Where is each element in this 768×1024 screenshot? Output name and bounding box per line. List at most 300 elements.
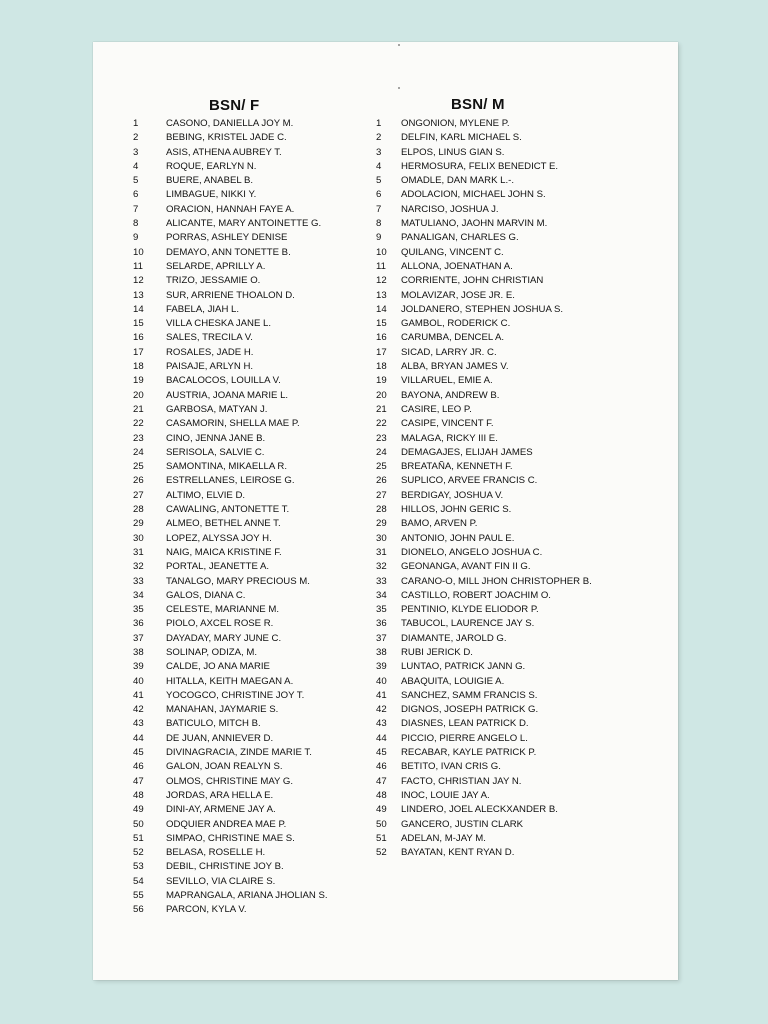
student-name: ROQUE, EARLYN N. xyxy=(166,160,257,172)
student-name: RECABAR, KAYLE PATRICK P. xyxy=(401,747,537,759)
student-name: DIONELO, ANGELO JOSHUA C. xyxy=(401,546,543,558)
student-row xyxy=(376,289,592,303)
student-number: 7 xyxy=(133,203,139,215)
student-row xyxy=(133,274,328,288)
student-row xyxy=(376,160,592,174)
student-name: ALBA, BRYAN JAMES V. xyxy=(401,361,509,373)
student-number: 16 xyxy=(376,332,387,344)
student-name: CASTILLO, ROBERT JOACHIM O. xyxy=(401,589,551,601)
student-number: 13 xyxy=(133,289,144,301)
student-number: 45 xyxy=(376,747,387,759)
student-row xyxy=(376,560,592,574)
student-name: ASIS, ATHENA AUBREY T. xyxy=(166,146,282,158)
student-name: MAPRANGALA, ARIANA JHOLIAN S. xyxy=(166,890,328,902)
student-name: VILLARUEL, EMIE A. xyxy=(401,375,493,387)
student-number: 17 xyxy=(376,346,387,358)
student-name: PICCIO, PIERRE ANGELO L. xyxy=(401,732,528,744)
student-number: 19 xyxy=(133,375,144,387)
student-number: 11 xyxy=(133,260,143,272)
student-name: HERMOSURA, FELIX BENEDICT E. xyxy=(401,160,559,172)
student-row xyxy=(133,789,328,803)
student-name: AUSTRIA, JOANA MARIE L. xyxy=(166,389,289,401)
student-number: 32 xyxy=(133,561,144,573)
student-row xyxy=(133,803,328,817)
student-row xyxy=(133,560,328,574)
student-name: PORTAL, JEANETTE A. xyxy=(166,561,270,573)
student-number: 32 xyxy=(376,561,387,573)
student-name: ABAQUITA, LOUIGIE A. xyxy=(401,675,505,687)
student-row xyxy=(376,517,592,531)
student-name: BAMO, ARVEN P. xyxy=(401,518,478,530)
student-name: BETITO, IVAN CRIS G. xyxy=(401,761,501,773)
student-row xyxy=(376,260,592,274)
student-row xyxy=(376,717,592,731)
student-name: LOPEZ, ALYSSA JOY H. xyxy=(166,532,272,544)
student-row xyxy=(133,575,328,589)
student-row xyxy=(133,832,328,846)
student-name: OLMOS, CHRISTINE MAY G. xyxy=(166,775,294,787)
student-row xyxy=(133,775,328,789)
student-row xyxy=(376,603,592,617)
student-name: NARCISO, JOSHUA J. xyxy=(401,203,499,215)
student-number: 20 xyxy=(133,389,144,401)
student-number: 2 xyxy=(133,132,139,144)
student-name: ODQUIER ANDREA MAE P. xyxy=(166,818,287,830)
student-number: 4 xyxy=(376,160,382,172)
student-number: 41 xyxy=(376,689,387,701)
student-name: DINI-AY, ARMENE JAY A. xyxy=(166,804,276,816)
student-number: 47 xyxy=(133,775,144,787)
student-name: DIAMANTE, JAROLD G. xyxy=(401,632,507,644)
student-row xyxy=(376,446,592,460)
student-row xyxy=(133,489,328,503)
student-row xyxy=(376,803,592,817)
student-row xyxy=(376,489,592,503)
student-number: 31 xyxy=(133,546,144,558)
student-row xyxy=(376,646,592,660)
student-number: 24 xyxy=(133,446,144,458)
student-name: SEVILLO, VIA CLAIRE S. xyxy=(166,875,276,887)
student-name: MATULIANO, JAOHN MARVIN M. xyxy=(401,218,548,230)
student-number: 39 xyxy=(133,661,144,673)
student-row xyxy=(133,160,328,174)
student-row xyxy=(133,389,328,403)
document-page xyxy=(93,42,678,980)
student-row xyxy=(133,875,328,889)
student-row xyxy=(133,260,328,274)
student-row xyxy=(133,331,328,345)
student-row xyxy=(376,632,592,646)
student-name: ROSALES, JADE H. xyxy=(166,346,254,358)
student-row xyxy=(133,860,328,874)
student-row xyxy=(376,331,592,345)
student-name: SUR, ARRIENE THOALON D. xyxy=(166,289,295,301)
student-row xyxy=(133,517,328,531)
student-row xyxy=(133,846,328,860)
student-number: 2 xyxy=(376,132,382,144)
student-name: BAYATAN, KENT RYAN D. xyxy=(401,847,515,859)
student-row xyxy=(133,760,328,774)
student-number: 11 xyxy=(376,260,386,272)
student-name: CASIPE, VINCENT F. xyxy=(401,418,494,430)
student-name: ELPOS, LINUS GIAN S. xyxy=(401,146,505,158)
student-row xyxy=(133,732,328,746)
student-name: MALAGA, RICKY III E. xyxy=(401,432,498,444)
student-name: BELASA, ROSELLE H. xyxy=(166,847,266,859)
student-row xyxy=(376,360,592,374)
student-name: CALDE, JO ANA MARIE xyxy=(166,661,270,673)
student-name: DE JUAN, ANNIEVER D. xyxy=(166,732,274,744)
student-name: CASAMORIN, SHELLA MAE P. xyxy=(166,418,300,430)
student-row xyxy=(133,360,328,374)
student-row xyxy=(376,675,592,689)
student-row xyxy=(133,689,328,703)
student-row xyxy=(133,717,328,731)
student-row xyxy=(376,131,592,145)
student-row xyxy=(376,417,592,431)
student-name: LIMBAGUE, NIKKI Y. xyxy=(166,189,257,201)
female-heading: BSN/ F xyxy=(209,97,260,114)
student-number: 12 xyxy=(133,275,144,287)
student-row xyxy=(376,403,592,417)
student-number: 56 xyxy=(133,904,144,916)
student-number: 36 xyxy=(376,618,387,630)
student-number: 3 xyxy=(133,146,139,158)
student-number: 31 xyxy=(376,546,387,558)
student-name: TANALGO, MARY PRECIOUS M. xyxy=(166,575,310,587)
student-number: 48 xyxy=(376,789,387,801)
student-name: GALOS, DIANA C. xyxy=(166,589,246,601)
student-row xyxy=(376,274,592,288)
student-name: DIVINAGRACIA, ZINDE MARIE T. xyxy=(166,747,312,759)
student-number: 46 xyxy=(133,761,144,773)
student-name: CAWALING, ANTONETTE T. xyxy=(166,504,290,516)
student-number: 37 xyxy=(133,632,144,644)
student-number: 4 xyxy=(133,160,139,172)
student-number: 45 xyxy=(133,747,144,759)
student-name: DEMAYO, ANN TONETTE B. xyxy=(166,246,291,258)
student-name: BATICULO, MITCH B. xyxy=(166,718,261,730)
student-number: 1 xyxy=(133,118,139,129)
student-row xyxy=(376,303,592,317)
student-name: LINDERO, JOEL ALECKXANDER B. xyxy=(401,804,558,816)
student-row xyxy=(133,131,328,145)
student-name: ORACION, HANNAH FAYE A. xyxy=(166,203,295,215)
student-row xyxy=(376,346,592,360)
student-name: OMADLE, DAN MARK L.-. xyxy=(401,175,515,187)
student-number: 43 xyxy=(376,718,387,730)
student-name: GANCERO, JUSTIN CLARK xyxy=(401,818,524,830)
student-number: 8 xyxy=(376,218,382,230)
student-number: 53 xyxy=(133,861,144,873)
student-number: 41 xyxy=(133,689,144,701)
student-row xyxy=(133,675,328,689)
student-number: 40 xyxy=(133,675,144,687)
student-row xyxy=(133,417,328,431)
student-name: SIMPAO, CHRISTINE MAE S. xyxy=(166,832,295,844)
student-name: CASONO, DANIELLA JOY M. xyxy=(166,118,294,129)
student-name: ALTIMO, ELVIE D. xyxy=(166,489,246,501)
student-number: 23 xyxy=(133,432,144,444)
student-row xyxy=(133,289,328,303)
student-row xyxy=(133,374,328,388)
student-number: 21 xyxy=(376,403,387,415)
student-number: 48 xyxy=(133,789,144,801)
student-row xyxy=(133,703,328,717)
paper-speck xyxy=(398,87,400,89)
student-row xyxy=(376,460,592,474)
student-row xyxy=(133,603,328,617)
student-number: 40 xyxy=(376,675,387,687)
student-name: BAYONA, ANDREW B. xyxy=(401,389,500,401)
student-name: HILLOS, JOHN GERIC S. xyxy=(401,504,512,516)
student-row xyxy=(376,746,592,760)
student-number: 18 xyxy=(376,361,387,373)
student-row xyxy=(376,532,592,546)
student-name: PORRAS, ASHLEY DENISE xyxy=(166,232,288,244)
student-number: 12 xyxy=(376,275,387,287)
student-row xyxy=(133,188,328,202)
student-row xyxy=(133,217,328,231)
student-name: SANCHEZ, SAMM FRANCIS S. xyxy=(401,689,538,701)
student-row xyxy=(133,174,328,188)
student-name: PIOLO, AXCEL ROSE R. xyxy=(166,618,274,630)
student-number: 13 xyxy=(376,289,387,301)
student-number: 43 xyxy=(133,718,144,730)
student-number: 15 xyxy=(376,318,387,330)
student-row xyxy=(133,818,328,832)
student-number: 46 xyxy=(376,761,387,773)
student-row xyxy=(133,646,328,660)
paper-speck xyxy=(398,44,400,46)
student-number: 5 xyxy=(133,175,139,187)
student-name: BERDIGAY, JOSHUA V. xyxy=(401,489,504,501)
student-name: CINO, JENNA JANE B. xyxy=(166,432,266,444)
student-number: 51 xyxy=(133,832,144,844)
student-name: GALON, JOAN REALYN S. xyxy=(166,761,283,773)
student-row xyxy=(376,818,592,832)
student-number: 5 xyxy=(376,175,382,187)
student-row xyxy=(376,117,592,131)
student-row xyxy=(376,203,592,217)
student-row xyxy=(133,503,328,517)
student-number: 42 xyxy=(376,704,387,716)
student-name: BEBING, KRISTEL JADE C. xyxy=(166,132,287,144)
student-name: SUPLICO, ARVEE FRANCIS C. xyxy=(401,475,538,487)
student-name: GARBOSA, MATYAN J. xyxy=(166,403,268,415)
student-name: TABUCOL, LAURENCE JAY S. xyxy=(401,618,535,630)
student-row xyxy=(376,703,592,717)
student-name: FABELA, JIAH L. xyxy=(166,303,240,315)
student-number: 50 xyxy=(133,818,144,830)
student-number: 28 xyxy=(376,504,387,516)
student-name: ANTONIO, JOHN PAUL E. xyxy=(401,532,515,544)
student-number: 39 xyxy=(376,661,387,673)
student-row xyxy=(133,446,328,460)
student-name: CARANO-O, MILL JHON CHRISTOPHER B. xyxy=(401,575,592,587)
student-name: PANALIGAN, CHARLES G. xyxy=(401,232,519,244)
student-name: SAMONTINA, MIKAELLA R. xyxy=(166,461,288,473)
student-row xyxy=(376,832,592,846)
student-name: SOLINAP, ODIZA, M. xyxy=(166,646,257,658)
student-name: JOLDANERO, STEPHEN JOSHUA S. xyxy=(401,303,564,315)
student-number: 36 xyxy=(133,618,144,630)
female-student-list xyxy=(133,117,328,918)
student-number: 30 xyxy=(376,532,387,544)
student-name: SALES, TRECILA V. xyxy=(166,332,253,344)
student-name: ADOLACION, MICHAEL JOHN S. xyxy=(401,189,546,201)
student-name: ALMEO, BETHEL ANNE T. xyxy=(166,518,281,530)
student-row xyxy=(133,632,328,646)
student-name: PAISAJE, ARLYN H. xyxy=(166,361,254,373)
student-name: ONGONION, MYLENE P. xyxy=(401,118,510,129)
student-number: 51 xyxy=(376,832,387,844)
student-number: 44 xyxy=(376,732,387,744)
student-number: 25 xyxy=(376,461,387,473)
student-row xyxy=(133,203,328,217)
student-number: 19 xyxy=(376,375,387,387)
student-row xyxy=(376,231,592,245)
student-row xyxy=(376,174,592,188)
student-row xyxy=(133,403,328,417)
student-name: CORRIENTE, JOHN CHRISTIAN xyxy=(401,275,544,287)
student-name: DAYADAY, MARY JUNE C. xyxy=(166,632,282,644)
student-row xyxy=(133,346,328,360)
student-number: 20 xyxy=(376,389,387,401)
student-number: 27 xyxy=(376,489,387,501)
student-number: 30 xyxy=(133,532,144,544)
student-number: 26 xyxy=(376,475,387,487)
student-row xyxy=(133,660,328,674)
student-number: 8 xyxy=(133,218,139,230)
student-name: PARCON, KYLA V. xyxy=(166,904,247,916)
student-number: 29 xyxy=(133,518,144,530)
student-row xyxy=(133,231,328,245)
student-row xyxy=(376,775,592,789)
student-row xyxy=(133,903,328,917)
student-number: 26 xyxy=(133,475,144,487)
student-number: 21 xyxy=(133,403,144,415)
student-number: 55 xyxy=(133,890,144,902)
student-name: SICAD, LARRY JR. C. xyxy=(401,346,497,358)
student-row xyxy=(133,432,328,446)
student-number: 52 xyxy=(133,847,144,859)
student-number: 9 xyxy=(133,232,139,244)
student-row xyxy=(376,246,592,260)
student-name: JORDAS, ARA HELLA E. xyxy=(166,789,274,801)
student-name: ALLONA, JOENATHAN A. xyxy=(401,260,513,272)
student-number: 49 xyxy=(133,804,144,816)
student-row xyxy=(133,617,328,631)
student-name: LUNTAO, PATRICK JANN G. xyxy=(401,661,526,673)
student-row xyxy=(376,575,592,589)
student-number: 3 xyxy=(376,146,382,158)
student-number: 6 xyxy=(133,189,139,201)
student-name: INOC, LOUIE JAY A. xyxy=(401,789,490,801)
student-row xyxy=(376,146,592,160)
student-row xyxy=(376,660,592,674)
student-row xyxy=(376,546,592,560)
student-number: 22 xyxy=(376,418,387,430)
student-row xyxy=(133,460,328,474)
student-number: 25 xyxy=(133,461,144,473)
student-row xyxy=(133,117,328,131)
student-row xyxy=(376,217,592,231)
student-row xyxy=(376,188,592,202)
student-number: 10 xyxy=(133,246,144,258)
student-name: GAMBOL, RODERICK C. xyxy=(401,318,511,330)
student-name: HITALLA, KEITH MAEGAN A. xyxy=(166,675,294,687)
student-number: 7 xyxy=(376,203,382,215)
student-number: 38 xyxy=(133,646,144,658)
student-name: VILLA CHESKA JANE L. xyxy=(166,318,272,330)
student-name: CARUMBA, DENCEL A. xyxy=(401,332,505,344)
student-name: DIGNOS, JOSEPH PATRICK G. xyxy=(401,704,539,716)
student-number: 6 xyxy=(376,189,382,201)
student-name: DELFIN, KARL MICHAEL S. xyxy=(401,132,522,144)
student-row xyxy=(133,889,328,903)
student-number: 38 xyxy=(376,646,387,658)
student-row xyxy=(376,503,592,517)
student-name: ESTRELLANES, LEIROSE G. xyxy=(166,475,295,487)
student-number: 49 xyxy=(376,804,387,816)
student-number: 27 xyxy=(133,489,144,501)
student-number: 17 xyxy=(133,346,144,358)
student-row xyxy=(376,732,592,746)
student-row xyxy=(376,789,592,803)
student-name: NAIG, MAICA KRISTINE F. xyxy=(166,546,282,558)
student-row xyxy=(376,846,592,860)
student-row xyxy=(376,617,592,631)
student-number: 24 xyxy=(376,446,387,458)
student-number: 1 xyxy=(376,118,382,129)
student-name: TRIZO, JESSAMIE O. xyxy=(166,275,261,287)
student-number: 29 xyxy=(376,518,387,530)
student-name: MANAHAN, JAYMARIE S. xyxy=(166,704,279,716)
student-row xyxy=(133,246,328,260)
male-student-list xyxy=(376,117,592,860)
student-row xyxy=(376,432,592,446)
student-number: 50 xyxy=(376,818,387,830)
student-number: 44 xyxy=(133,732,144,744)
student-number: 42 xyxy=(133,704,144,716)
student-number: 33 xyxy=(376,575,387,587)
student-row xyxy=(376,389,592,403)
student-number: 15 xyxy=(133,318,144,330)
student-number: 9 xyxy=(376,232,382,244)
student-row xyxy=(376,689,592,703)
student-name: ALICANTE, MARY ANTOINETTE G. xyxy=(166,218,322,230)
student-name: SELARDE, APRILLY A. xyxy=(166,260,266,272)
student-number: 16 xyxy=(133,332,144,344)
student-name: GEONANGA, AVANT FIN II G. xyxy=(401,561,531,573)
student-row xyxy=(133,589,328,603)
student-name: DEBIL, CHRISTINE JOY B. xyxy=(166,861,284,873)
student-row xyxy=(133,146,328,160)
student-number: 10 xyxy=(376,246,387,258)
student-name: FACTO, CHRISTIAN JAY N. xyxy=(401,775,522,787)
student-number: 18 xyxy=(133,361,144,373)
student-name: SERISOLA, SALVIE C. xyxy=(166,446,265,458)
student-row xyxy=(133,317,328,331)
student-name: PENTINIO, KLYDE ELIODOR P. xyxy=(401,604,539,616)
student-name: RUBI JERICK D. xyxy=(401,646,473,658)
student-row xyxy=(376,760,592,774)
student-number: 37 xyxy=(376,632,387,644)
student-name: DIASNES, LEAN PATRICK D. xyxy=(401,718,529,730)
student-number: 35 xyxy=(133,604,144,616)
student-number: 34 xyxy=(133,589,144,601)
